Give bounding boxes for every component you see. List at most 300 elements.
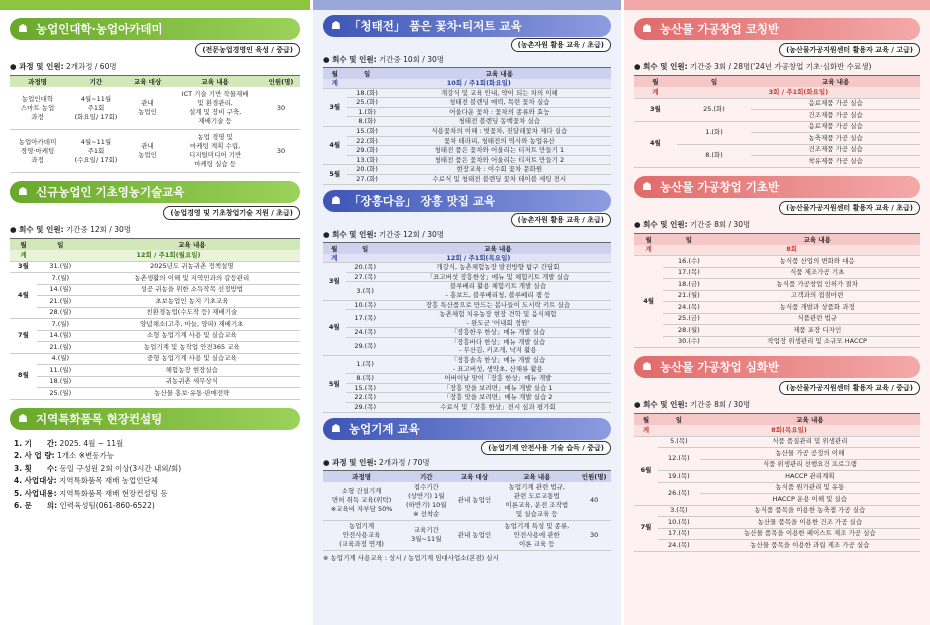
content-cell: 식용꽃차의 이해 : 벚꽃차, 진달래꽃차 제다 실습 [388,126,611,136]
day-cell: 25.(화) [347,98,388,108]
table-row [323,107,611,117]
info-key: 2. 사 업 량: [14,451,55,460]
table-row [634,517,920,529]
section-label [323,54,611,65]
section-title [10,18,300,40]
column-header: 인원(명) [577,470,611,482]
total-row [10,250,300,261]
course-table [323,470,611,551]
day-cell: 22.(목) [346,393,385,403]
day-cell: 18.(화) [347,88,388,98]
section-title-text: 「장흥다음」 장흥 맛집 교육 [349,193,496,208]
content-cell: 식품 제조가공 기초 [714,267,920,279]
column-1 [0,0,310,625]
section-title [634,176,920,198]
day-cell: 15.(목) [346,383,385,393]
table-row [323,300,611,310]
content-cell: 농업기계 및 농작업 안전365 교육 [84,342,300,354]
content-cell: HACCP 운용 이해 및 실습 [700,494,920,506]
day-cell: 28.(월) [37,307,84,319]
info-value: 1개소 ※변동가능 [54,451,114,460]
info-item [14,463,300,476]
table-row [634,279,920,291]
day-cell: 10.(목) [658,517,700,529]
content-cell: 농식품 원가관리 및 유통 [700,482,920,494]
month-cell: 4월 [634,256,663,348]
course-cell: 농업기계 관련 법규, 관련 도로교통법 이론교육, 운전 조작법 및 실습교육 등 [496,482,577,521]
course-cell: 농업기계 안전사용교육 (교육과정 연계) [323,520,400,550]
table-row [10,342,300,354]
farmer-icon: ☗ [642,22,652,35]
info-value: 동일 구성원 2회 이상(3시간 내외/회) [57,463,182,473]
section-title-text: 농산물 가공창업 심화반 [660,360,780,374]
farmer-icon: ☗ [18,22,28,35]
table-row [323,520,611,550]
content-cell: 농식품 품목을 이용한 농축잼 가공 실습 [700,505,920,517]
column-header: 일 [658,414,700,426]
section-subtitle [323,213,611,227]
day-cell: 21.(월) [37,342,84,354]
label-key: ● 과정 및 인원: [323,457,377,467]
info-value: 지역특화품목 재배 현장컨설팅 등 [56,488,168,498]
total-label: 계 [323,79,347,88]
content-cell: 식품관련 법규 [714,313,920,325]
course-cell: 관내 농업인 [452,520,496,550]
section-title [10,181,300,203]
content-cell: 「장흥솔속 한상」메뉴 개발 실습 - 표고버섯, 생약초, 산채류 활용 [385,356,611,374]
section-title-text: 농업인대학·농업아카데미 [36,22,163,36]
content-cell: 청태전 품은 꽃차와 어울리는 티저트 만들기 1 [388,146,611,156]
day-cell: 19.(목) [658,471,700,483]
table-header [10,76,300,88]
total-row [323,254,611,263]
table-row [634,256,920,268]
day-cell: 14.(월) [37,284,84,296]
label-value: 2개과정 / 60명 [63,62,117,71]
column-header: 일 [37,239,84,251]
course-cell: 4월~11월 주1회 (화요일/ 17회) [65,87,127,130]
column-header: 월 [10,239,37,251]
column-header: 교육 내용 [168,76,262,88]
column-header: 기간 [65,76,127,88]
day-cell: 20.(화) [347,165,388,175]
info-item [14,500,300,513]
section-title-text: 농산물 가공창업 기초반 [660,179,780,194]
content-cell: 제품 포장 디자인 [714,325,920,337]
table-row [10,307,300,319]
label-key: ● 회수 및 인원: [634,62,688,71]
content-cell: 고객과의 접점마련 [714,290,920,302]
day-cell: 15.(화) [347,126,388,136]
info-list [10,438,300,513]
label-key: ● 회수 및 인원: [10,225,64,234]
table-header [323,242,611,254]
section-label [634,219,920,230]
table-row [323,310,611,328]
schedule-table [10,238,300,400]
table-row [10,273,300,285]
day-cell: 27.(목) [346,272,385,282]
table-row [634,325,920,337]
total-value: 12회 / 주1회(월요일) [37,250,300,261]
month-cell: 3월 [323,88,347,126]
total-value: 10회 / 주1회(화요일) [347,79,611,88]
table-row [634,540,920,552]
content-cell: 소형 농업기계 사용 및 실습교육 [84,330,300,342]
section-title [323,190,611,212]
day-cell: 14.(월) [37,330,84,342]
column-2 [313,0,621,625]
course-cell: 농업아카데미 경영·마케팅 과정 [10,130,65,173]
month-cell: 5월 [323,165,347,184]
subtitle-badge: (농산물가공지원센터 활용자 교육 / 중급) [779,381,920,395]
course-cell: 농업기계 특성 및 종류, 안전사용에 관한 이론 교육 등 [496,520,577,550]
label-value: 기간중 8회 / 30명 [687,219,751,229]
content-cell: 작업장 위생관리 및 소규모 HACCP [714,336,920,348]
section-label [323,229,611,240]
label-value: 기간중 8회 / 30명 [687,400,751,409]
subtitle-badge: (전문농업경영인 육성 / 중급) [195,43,300,57]
info-key: 5. 사업내용: [14,488,57,498]
section-label [323,457,611,468]
column-header: 교육 내용 [385,242,611,254]
label-value: 기간중 12회 / 30명 [376,229,444,239]
section-label [10,61,300,72]
content-cell: 농촌생활의 이해 및 지역민과의 갈등관리 [84,273,300,285]
column-3 [624,0,930,625]
table-row [323,356,611,374]
day-cell: 20.(목) [346,263,385,273]
day-cell: 8.(목) [346,374,385,384]
course-cell: 관내 농업인 [127,130,168,173]
day-cell: 3.(목) [346,282,385,300]
content-cell: 음료제품 가공 실습 [751,98,920,110]
table-row [10,376,300,388]
course-cell: 소형 건설기계 면허 취득 교육(위탁) ※교육비 자부담 50% [323,482,400,521]
farmer-icon: ☗ [18,411,28,425]
table-row [10,365,300,377]
info-value: 2025. 4월 ~ 11월 [57,438,124,448]
table-row [323,282,611,300]
section-subtitle [634,201,920,215]
section-title [323,15,611,37]
table-row [323,155,611,165]
content-cell: 어울다운 꽃차 : 꽃차의 종류와 효능 [388,107,611,117]
column-header: 일 [346,242,385,254]
course-cell: 40 [577,482,611,521]
table-row [634,144,920,156]
content-cell: 음료제품 가공 실습 [751,121,920,133]
month-cell: 5월 [323,356,346,413]
content-cell: HACCP 관리계획 [700,471,920,483]
course-cell: 교육기간 3월~11월 [400,520,452,550]
table-row [10,330,300,342]
table-row [323,98,611,108]
label-key: ● 회수 및 인원: [634,219,688,229]
content-cell: 「장흥 맛을 보려면」메뉴 개발 실습 1 [385,383,611,393]
column-header: 교육 대상 [127,76,168,88]
section-subtitle [323,38,611,52]
table-row [634,528,920,540]
column-header: 월 [634,414,658,426]
content-cell: 수료식 및 청태전 블렌딩 꽃차 테이블 세팅 전시 [388,174,611,184]
content-cell: 개강식, 농촌체험농장 발전방향 탐구 간담회 [385,263,611,273]
column-header: 월 [323,242,346,254]
label-value: 기간중 10회 / 30명 [376,55,444,64]
day-cell: 17.(목) [663,267,714,279]
section-title-text: 지역특화품목 현장컨설팅 [36,411,163,426]
column-header: 교육 내용 [496,470,577,482]
content-cell: 청태전 블렌딩 동백꽃차 실습 [388,117,611,127]
content-cell: 농산물 가공 공정의 이해 [700,448,920,460]
content-cell: 「장흥 맛을 보려면」메뉴 개발 실습 2 [385,393,611,403]
table-row [10,319,300,331]
label-key: ● 회수 및 인원: [323,229,377,239]
day-cell: 1.(화) [677,121,751,144]
column-header: 과정명 [10,76,65,88]
label-key: ● 회수 및 인원: [634,400,688,409]
info-key: 3. 횟 수: [14,463,58,473]
table-row [323,328,611,338]
table-row [10,388,300,400]
section-label [634,61,920,72]
table-header [634,76,920,88]
table-header [634,233,920,245]
course-cell: 농업 경영 및 마케팅 계획 수립, 디지털미디어 기반 마케팅 실습 등 [168,130,262,173]
month-cell: 8월 [10,353,37,399]
content-cell: 현장교육 : 이수회 꽃차 문화원 [388,165,611,175]
table-header [323,470,611,482]
month-cell: 3월 [10,261,37,273]
content-cell: 식품 품질관리 및 위생관리 [700,436,920,448]
section-subtitle [10,206,300,220]
table-row [634,98,920,110]
farmer-icon: ☗ [642,179,652,193]
info-item [14,488,300,501]
content-cell: 귀농귀촌 세무상식 [84,376,300,388]
content-cell: 농촌체험 치유농장 현장 견학 및 음식체험 - 완도군 '어내회 정원' [385,310,611,328]
course-cell: 30 [577,520,611,550]
course-cell: 30 [262,87,300,130]
content-cell: 「표고버섯 장흥한상」메뉴 및 체험키트 개발 실습 [385,272,611,282]
table-header [323,68,611,80]
total-row [323,79,611,88]
course-cell: 관내 농업인 [127,87,168,130]
section-title [634,18,920,40]
subtitle-badge: (농산물가공지원센터 활용자 교육 / 고급) [779,43,920,57]
day-cell: 1.(목) [346,356,385,374]
day-cell: 30.(수) [663,336,714,348]
section-label [10,224,300,235]
table-row [10,130,300,173]
schedule-table [634,413,920,552]
table-header [10,239,300,251]
table-row [10,87,300,130]
day-cell: 29.(목) [346,403,385,413]
content-cell: 체험농장 현장실습 [84,365,300,377]
table-row [634,121,920,133]
month-cell: 3월 [323,263,346,300]
day-cell: 25.(화) [677,98,751,121]
month-cell: 4월 [323,300,346,356]
table-row [323,88,611,98]
table-row [323,263,611,273]
content-cell: 농축제품 가공 실습 [751,133,920,145]
content-cell: 양념채소(고추, 마늘, 양파) 재배기초 [84,319,300,331]
table-row [323,272,611,282]
day-cell: 22.(화) [347,136,388,146]
day-cell: 17.(목) [346,310,385,328]
info-value: 인력육성팀(061-860-6522) [57,501,155,510]
total-label: 계 [634,245,663,256]
content-cell: 어버이날 맞이「장흥 한상」메뉴 개발 [385,374,611,384]
farmer-icon: ☗ [331,421,341,435]
content-cell: 청태전 블렌딩 매력, 목련 꽃차 실습 [388,98,611,108]
content-cell: 꽃차 테라피, 청태전의 역사와 농업유산 [388,136,611,146]
schedule-table [634,233,920,349]
table-row [634,336,920,348]
column-header: 인원(명) [262,76,300,88]
day-cell: 25.(금) [663,313,714,325]
section-subtitle [10,43,300,57]
column-header: 교육 내용 [84,239,300,251]
day-cell: 18.(금) [663,279,714,291]
day-cell: 24.(목) [658,540,700,552]
info-item [14,475,300,488]
day-cell: 31.(월) [37,261,84,273]
content-cell: 농산물 품목을 이용한 건조 가공 실습 [700,517,920,529]
label-key: ● 회수 및 인원: [323,55,377,64]
content-cell: 농식품 산업의 변화와 대응 [714,256,920,268]
info-item [14,450,300,463]
schedule-table [323,242,611,413]
content-cell: 개강식 및 교육 안내, 약이 되는 차의 이해 [388,88,611,98]
column-header: 교육 내용 [700,414,920,426]
content-cell: 중형 농업기계 사용 및 실습교육 [84,353,300,365]
day-cell: 8.(화) [677,144,751,167]
day-cell: 29.(화) [347,146,388,156]
farmer-icon: ☗ [18,185,28,198]
content-cell: 농산물 품목을 이용한 과립 제조 가공 실습 [700,540,920,552]
day-cell: 7.(월) [37,273,84,285]
content-cell: 착유제품 가공 실습 [751,156,920,168]
day-cell: 25.(월) [37,388,84,400]
content-cell: 초보농업인 농지 기초교육 [84,296,300,308]
total-row [634,425,920,436]
month-cell: 7월 [634,505,658,551]
content-cell: 건조제품 가공 실습 [751,110,920,122]
day-cell: 7.(월) [37,319,84,331]
day-cell: 21.(월) [37,296,84,308]
total-row [634,245,920,256]
column-header: 기간 [400,470,452,482]
section-title [634,356,920,378]
subtitle-badge: (농업경영 및 기초창업기술 지원 / 초급) [163,206,300,220]
column-header: 교육 내용 [388,68,611,80]
total-label: 계 [10,250,37,261]
day-cell: 24.(목) [663,302,714,314]
month-cell: 6월 [634,436,658,505]
section-title-text: 「청태전」 품은 꽃차·티저트 교육 [349,19,522,33]
day-cell: 11.(월) [37,365,84,377]
subtitle-badge: (농산물가공지원센터 활용자 교육 / 초급) [779,201,920,215]
day-cell: 1.(화) [347,107,388,117]
section-title-text: 농산물 가공창업 코칭반 [660,22,780,36]
section-title [10,408,300,430]
day-cell: 16.(수) [663,256,714,268]
table-row [323,165,611,175]
day-cell: 10.(목) [346,300,385,310]
month-cell: 4월 [634,121,677,167]
content-cell: 농식품 가공창업 인허가 절차 [714,279,920,291]
column-header: 월 [634,233,663,245]
day-cell: 13.(화) [347,155,388,165]
day-cell: 17.(목) [658,528,700,540]
month-cell: 3월 [634,98,677,121]
farmer-icon: ☗ [331,19,341,32]
table-row [634,482,920,494]
content-cell: 농식품 개발과 상품화 과정 [714,302,920,314]
info-item [14,438,300,451]
day-cell: 26.(목) [658,482,700,505]
label-value: 기간중 12회 / 30명 [63,225,131,234]
table-row [634,471,920,483]
table-row [634,313,920,325]
section-title-text: 신규농업인 기초영농기술교육 [36,185,185,199]
label-key: ● 과정 및 인원: [10,62,64,71]
total-row [634,87,920,98]
section-subtitle [634,43,920,57]
table-row [323,337,611,355]
subtitle-badge: (농업기계 안전사용 기술 습득 / 중급) [481,441,611,455]
content-cell: 「장흥한우 한상」메뉴 개발 실습 [385,328,611,338]
content-cell: 청태전 품은 꽃차와 어울리는 티저트 만들기 2 [388,155,611,165]
table-row [323,393,611,403]
total-value: 8회(목요일) [658,425,920,436]
content-cell: 친환경농업(수도작 등) 재배기술 [84,307,300,319]
content-cell: 블루베리 활용 체험키트 개발 실습 - 홍보드, 블루베리청, 블루베리 잼 등 [385,282,611,300]
section-label [634,399,920,410]
table-row [634,302,920,314]
day-cell: 3.(목) [658,505,700,517]
table-row [10,261,300,273]
total-label: 계 [323,254,346,263]
course-cell: ICT 기술 기반 작물재배 및 환경관리, 설계 및 장비 구축, 재배기술 등 [168,87,262,130]
content-cell: 2025년도 귀농귀촌 정책설명 [84,261,300,273]
table-row [323,146,611,156]
month-cell: 4월 [10,273,37,319]
day-cell: 28.(월) [663,325,714,337]
table-row [10,284,300,296]
column-header: 월 [634,76,677,88]
content-cell: 식품 위생관리 선행요건 프로그램 [700,459,920,471]
info-key: 4. 사업대상: [14,476,57,485]
farmer-icon: ☗ [642,360,652,373]
content-cell: 「장흥바다 한상」메뉴 개발 실습 - 무산김, 키조개, 낙지 활용 [385,337,611,355]
course-cell: 관내 농업인 [452,482,496,521]
farmer-icon: ☗ [331,193,341,207]
table-row [323,117,611,127]
month-cell: 7월 [10,319,37,354]
table-row [634,267,920,279]
column-header: 월 [323,68,347,80]
table-row [10,296,300,308]
table-row [323,126,611,136]
month-cell: 4월 [323,126,347,164]
column-header: 과정명 [323,470,400,482]
table-row [323,374,611,384]
table-header [634,414,920,426]
